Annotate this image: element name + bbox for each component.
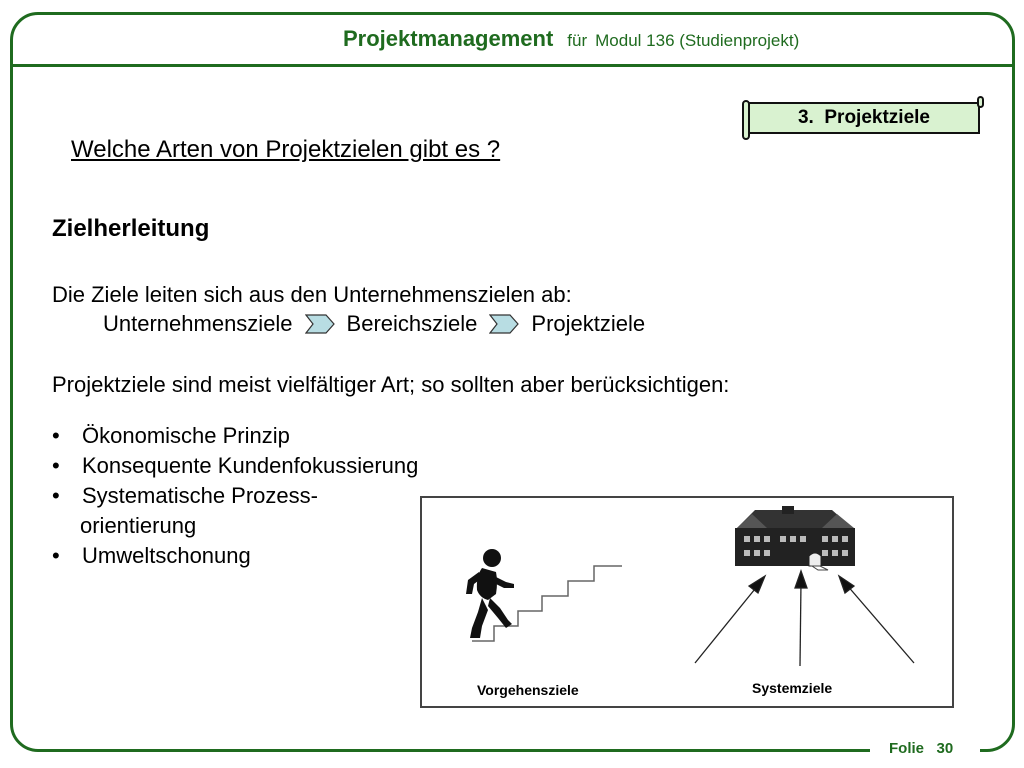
runner-figure <box>466 549 514 638</box>
chain-item-project: Projektziele <box>531 311 646 336</box>
goal-bullet-list <box>52 421 418 571</box>
list-item: • Umweltschonung <box>52 543 251 568</box>
section-badge <box>742 100 984 140</box>
list-item: • Ökonomische Prinzip <box>52 423 290 448</box>
goals-illustration <box>420 496 954 708</box>
consider-text: Projektziele sind meist vielfältiger Art; so sollten aber berücksichtigen: <box>52 372 730 397</box>
bullet-text: Umweltschonung <box>82 543 251 568</box>
building-icon <box>735 506 855 570</box>
chevron-right-icon <box>305 314 335 334</box>
header-title: Projektmanagement <box>343 26 554 51</box>
chain-item-division: Bereichsziele <box>346 311 478 336</box>
section-badge-label: 3. Projektziele <box>748 102 980 134</box>
illustration-drawing <box>422 498 952 706</box>
slide-header <box>343 26 799 60</box>
list-item: • Konsequente Kundenfokussierung <box>52 453 419 478</box>
chain-item-company: Unternehmensziele <box>103 311 293 336</box>
slide-number: Folie 30 <box>889 740 954 757</box>
bullet-continuation-text: orientierung <box>80 513 197 538</box>
goal-chain <box>103 310 645 338</box>
chevron-right-icon <box>489 314 519 334</box>
scroll-curl-right <box>977 96 984 108</box>
procedure-goals-label: Vorgehensziele <box>477 682 579 698</box>
list-item: • Systematische Prozess- <box>52 483 318 508</box>
header-for: für <box>567 31 588 50</box>
system-goals-label: Systemziele <box>752 680 833 696</box>
section-title: Zielherleitung <box>52 215 210 242</box>
bullet-text: Systematische Prozess- <box>82 483 318 508</box>
intro-text: Die Ziele leiten sich aus den Unternehmenszielen ab: <box>52 282 572 307</box>
bullet-text: Konsequente Kundenfokussierung <box>82 453 419 478</box>
header-divider <box>10 64 1015 67</box>
slide-question: Welche Arten von Projektzielen gibt es ? <box>71 136 501 163</box>
list-item-continuation <box>52 511 418 541</box>
bullet-text: Ökonomische Prinzip <box>82 423 290 448</box>
arrow-icons <box>695 571 914 666</box>
header-module: Modul 136 (Studienprojekt) <box>595 31 800 50</box>
